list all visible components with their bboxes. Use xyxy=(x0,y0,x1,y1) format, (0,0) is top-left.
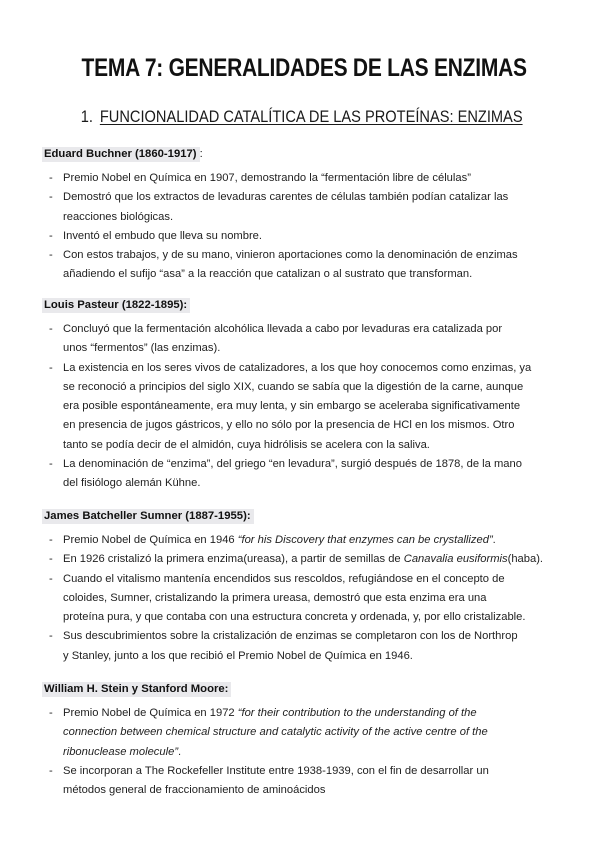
list-item: - Premio Nobel de Química en 1946 “for his Discovery that enzymes can be crystallized”. xyxy=(49,534,496,546)
list-item: - Cuando el vitalismo mantenía encendidos sus rescoldos, refugiándose en el concepto de coloides, Sumner, cristalizando la primera ureasa, demostró que esta enzima era una proteína pura, y que contaba con una estructura concreta y ordenada, y, por ello cristalizable. xyxy=(49,572,526,624)
subtitle-text: FUNCIONALIDAD CATALÍTICA DE LAS PROTEÍNAS: ENZIMAS xyxy=(99,107,523,126)
bullet-list xyxy=(42,531,562,666)
section-heading: Louis Pasteur (1822-1895): xyxy=(42,298,190,313)
section-subtitle xyxy=(44,107,560,127)
list-item: - En 1926 cristalizó la primera enzima(ureasa), a partir de semillas de Canavalia eusiformis(haba). xyxy=(49,553,544,566)
list-item: - Inventó el embudo que lleva su nombre. xyxy=(49,229,263,242)
list-item: - Premio Nobel en Química en 1907, demostrando la “fermentación libre de células” xyxy=(49,172,471,184)
bullet-list xyxy=(42,704,562,800)
list-item: - Premio Nobel de Química en 1972 “for their contribution to the understanding of the connection between chemical structure and catalytic activity of the active centre of the ribonuclease molecule”. xyxy=(49,707,488,758)
page-title: TEMA 7: GENERALIDADES DE LAS ENZIMAS xyxy=(81,54,527,82)
section-pasteur xyxy=(42,295,562,494)
list-item: - Demostró que los extractos de levaduras carentes de células también podían catalizar las reacciones biológicas. xyxy=(49,191,509,223)
bullet-list xyxy=(42,320,562,494)
list-item: - Sus descubrimientos sobre la cristalización de enzimas se completaron con los de Northrop y Stanley, junto a los que recibió el Premio Nobel de Química en 1946. xyxy=(49,630,518,662)
list-item: - Concluyó que la fermentación alcohólica llevada a cabo por levaduras era catalizada por unos “fermentos” (las enzimas). xyxy=(49,323,503,355)
list-item: - La existencia en los seres vivos de catalizadores, a los que hoy conocemos como enzimas, ya se reconoció a principios del siglo XIX, cuando se sabía que la digestión de la carne, aunque era posible espontáneamente, era muy lenta, y sin embargo se aceleraba significativamente en presencia de jugos gástricos, y ello no sólo por la presencia de HCl en los mismos. Otro tanto se podía decir de el almidón, cuya hidrólisis se acelera con la saliva. xyxy=(49,361,532,451)
section-sumner xyxy=(42,506,562,666)
section-heading: William H. Stein y Stanford Moore: xyxy=(42,682,231,697)
list-item: - La denominación de “enzima”, del griego “en levadura”, surgió después de 1878, de la mano del fisiólogo alemán Kühne. xyxy=(49,458,522,490)
bullet-list xyxy=(42,169,562,285)
subtitle-number: 1. xyxy=(80,107,93,126)
section-stein-moore xyxy=(42,679,562,800)
list-item: - Se incorporan a The Rockefeller Institute entre 1938-1939, con el fin de desarrollar un métodos general de fraccionamiento de aminoácidos xyxy=(49,764,489,797)
list-item: - Con estos trabajos, y de su mano, vinieron aportaciones como la denominación de enzimas añadiendo el sufijo “asa” a la reacción que catalizan o al sustrato que transforman. xyxy=(49,249,518,281)
section-buchner xyxy=(42,144,562,285)
section-heading: Eduard Buchner (1860-1917) xyxy=(42,147,200,162)
heading-colon: : xyxy=(199,148,203,160)
section-heading: James Batcheller Sumner (1887-1955): xyxy=(42,509,254,524)
